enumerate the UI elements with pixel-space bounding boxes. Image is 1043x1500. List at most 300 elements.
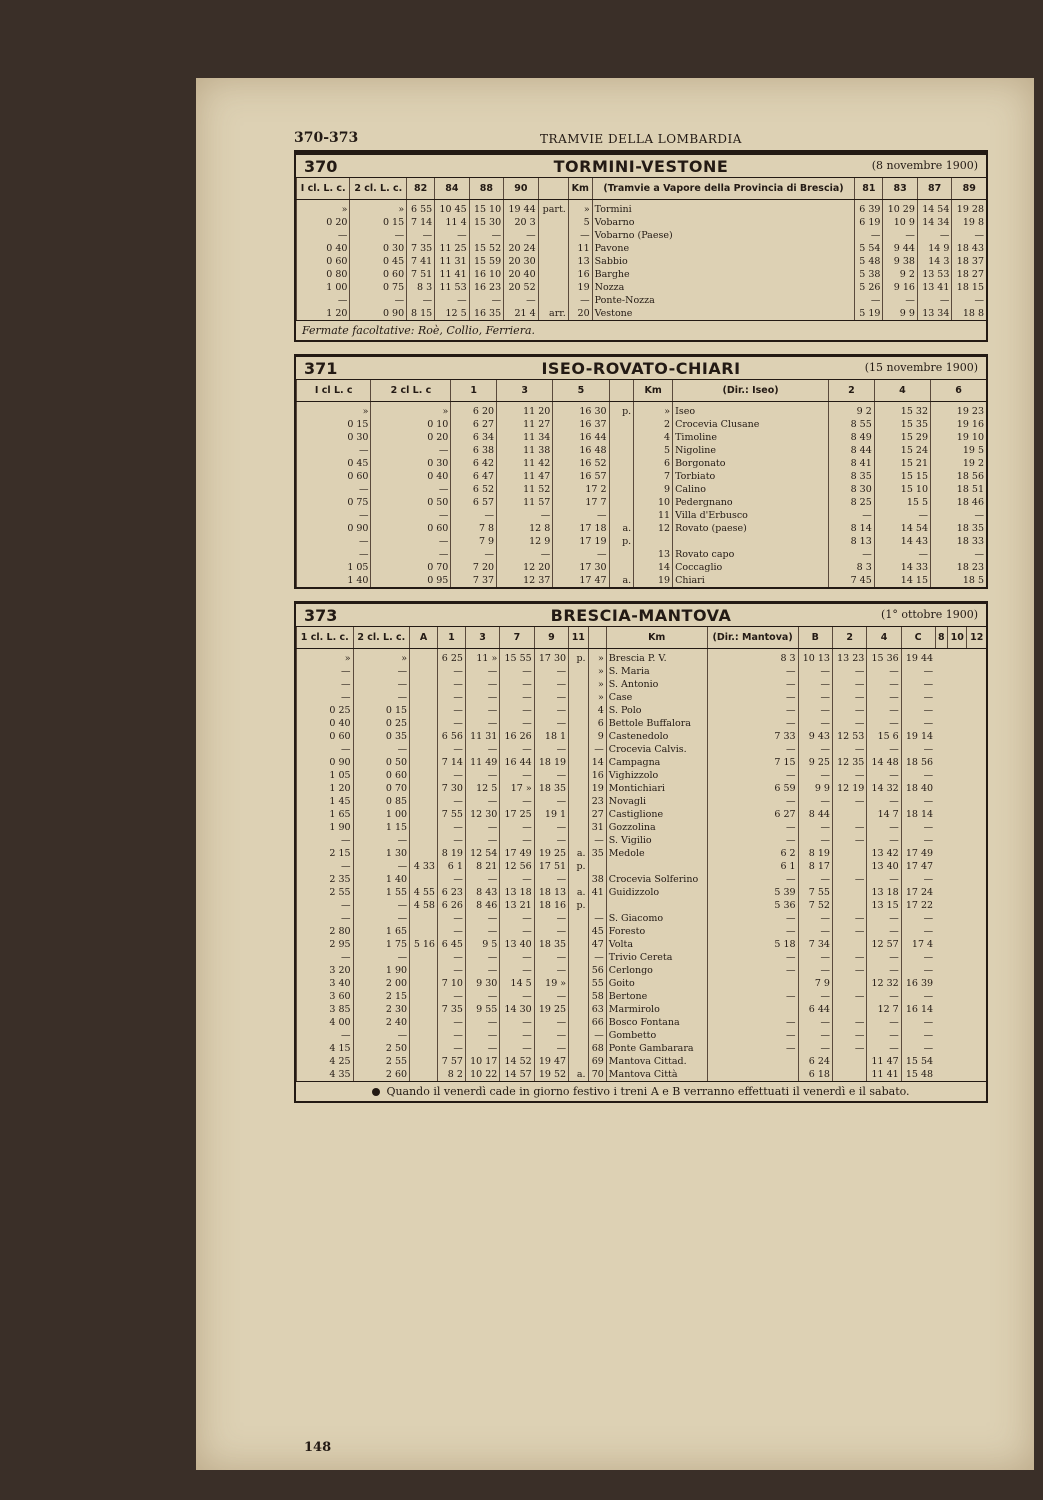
table-cell	[410, 990, 438, 1003]
table-cell: 2 55	[353, 1055, 410, 1068]
table-cell	[569, 730, 588, 743]
table-cell	[410, 756, 438, 769]
table-cell: 14 32	[867, 782, 901, 795]
table-cell: 18 19	[534, 756, 568, 769]
table-cell: 6 1	[707, 860, 798, 873]
table-cell: —	[867, 717, 901, 730]
table-cell: 6 38	[451, 444, 497, 457]
column-header: (Tramvie a Vapore della Provincia di Brescia)	[592, 178, 855, 200]
table-cell: —	[707, 769, 798, 782]
table-cell: —	[451, 509, 497, 522]
table-cell: 0 95	[371, 574, 451, 587]
table-cell: 12 32	[867, 977, 901, 990]
table-cell: 19 8	[952, 216, 986, 229]
table-cell: 0 45	[297, 457, 371, 470]
table-cell: 20 3	[504, 216, 539, 229]
table-cell: —	[707, 951, 798, 964]
table-cell: 8 55	[829, 418, 875, 431]
column-header	[609, 380, 634, 402]
table-cell: 17 49	[500, 847, 534, 860]
table-cell: p.	[569, 649, 588, 666]
column-header: 87	[917, 178, 952, 200]
table-cell	[569, 795, 588, 808]
table-cell: 14 3	[917, 255, 952, 268]
table-cell: —	[798, 704, 832, 717]
station-cell: Bosco Fontana	[606, 1016, 707, 1029]
table-cell	[410, 912, 438, 925]
table-cell	[609, 496, 634, 509]
table-cell: —	[500, 990, 534, 1003]
table-cell: 2 00	[353, 977, 410, 990]
table-cell: 11 31	[435, 255, 470, 268]
timetable-370	[296, 178, 986, 320]
table-cell: 14 54	[917, 200, 952, 217]
column-header: Km	[606, 627, 707, 649]
table-cell	[569, 1055, 588, 1068]
section-370	[294, 152, 988, 342]
table-cell: 14 52	[500, 1055, 534, 1068]
table-cell: —	[371, 509, 451, 522]
column-header: 1 cl. L. c.	[297, 627, 354, 649]
table-cell: 20 30	[504, 255, 539, 268]
table-cell: 10 13	[798, 649, 832, 666]
column-header: B	[798, 627, 832, 649]
table-cell: 38	[588, 873, 606, 886]
station-cell: Rovato (paese)	[673, 522, 829, 535]
station-cell: Trivio Cereta	[606, 951, 707, 964]
table-cell: 0 40	[371, 470, 451, 483]
table-cell: —	[867, 691, 901, 704]
table-cell: 6 44	[798, 1003, 832, 1016]
table-cell: 2 50	[353, 1042, 410, 1055]
station-cell: Ponte-Nozza	[592, 294, 855, 307]
table-cell: —	[707, 743, 798, 756]
table-cell: —	[952, 229, 986, 242]
page-number: 148	[304, 1440, 332, 1455]
table-cell: —	[500, 912, 534, 925]
table-cell: 19 28	[952, 200, 986, 217]
station-cell: Chiari	[673, 574, 829, 587]
table-cell: 20	[568, 307, 592, 320]
table-cell: 9 9	[883, 307, 918, 320]
table-cell: 0 60	[353, 769, 410, 782]
table-cell: —	[437, 704, 465, 717]
station-cell: Gozzolina	[606, 821, 707, 834]
table-cell: 11 38	[497, 444, 553, 457]
table-row	[297, 522, 987, 535]
table-cell: —	[437, 834, 465, 847]
table-cell: 19 23	[931, 402, 987, 419]
table-cell: 6 56	[437, 730, 465, 743]
table-cell	[569, 756, 588, 769]
table-cell: —	[798, 717, 832, 730]
table-cell: —	[798, 964, 832, 977]
table-cell: 9 38	[883, 255, 918, 268]
table-cell: 9 16	[883, 281, 918, 294]
table-cell	[609, 431, 634, 444]
table-cell: 19	[634, 574, 673, 587]
table-cell: 14	[588, 756, 606, 769]
table-cell: 0 50	[353, 756, 410, 769]
table-row	[297, 294, 987, 307]
table-cell: 18 33	[931, 535, 987, 548]
table-cell: 18 37	[952, 255, 986, 268]
table-cell: —	[901, 834, 935, 847]
table-cell: —	[437, 821, 465, 834]
table-cell: »	[588, 649, 606, 666]
table-cell: 7 14	[407, 216, 435, 229]
table-cell: —	[437, 795, 465, 808]
station-cell: Sabbio	[592, 255, 855, 268]
table-cell: 6 24	[798, 1055, 832, 1068]
table-cell	[410, 730, 438, 743]
table-cell: 0 10	[371, 418, 451, 431]
table-cell	[569, 873, 588, 886]
table-cell: 8 3	[707, 649, 798, 666]
table-cell: 4 33	[410, 860, 438, 873]
table-cell: »	[634, 402, 673, 419]
table-cell: 11 34	[497, 431, 553, 444]
table-row	[297, 691, 987, 704]
table-cell: —	[469, 294, 504, 307]
table-cell: 19 2	[931, 457, 987, 470]
table-cell: 17 18	[553, 522, 609, 535]
table-cell: 15 10	[874, 483, 930, 496]
table-cell: 0 50	[371, 496, 451, 509]
station-cell: S. Maria	[606, 665, 707, 678]
table-cell: 16 44	[500, 756, 534, 769]
column-header: 3	[465, 627, 499, 649]
table-cell: 13 18	[867, 886, 901, 899]
table-cell: —	[707, 1029, 798, 1042]
timetable-373	[296, 627, 986, 1081]
table-cell: —	[901, 665, 935, 678]
table-cell	[538, 255, 568, 268]
table-cell: 14 9	[917, 242, 952, 255]
table-cell: 18 43	[952, 242, 986, 255]
table-cell	[569, 769, 588, 782]
table-cell: 7 37	[451, 574, 497, 587]
station-cell: Cerlongo	[606, 964, 707, 977]
table-cell: 15 15	[874, 470, 930, 483]
table-cell: 15 6	[867, 730, 901, 743]
table-cell: 6 39	[855, 200, 883, 217]
table-cell: 13	[634, 548, 673, 561]
table-cell: 11 31	[465, 730, 499, 743]
table-cell: 15 36	[867, 649, 901, 666]
table-row	[297, 574, 987, 587]
table-cell: 16 57	[553, 470, 609, 483]
table-cell: —	[588, 912, 606, 925]
table-cell: 2 15	[353, 990, 410, 1003]
table-cell: 8 41	[829, 457, 875, 470]
table-cell: 17 47	[553, 574, 609, 587]
table-cell: 0 85	[353, 795, 410, 808]
table-cell	[832, 977, 866, 990]
section-371	[294, 354, 988, 589]
table-cell: 2 80	[297, 925, 354, 938]
table-cell: 1 30	[353, 847, 410, 860]
table-cell: —	[798, 678, 832, 691]
section-number: 373	[304, 606, 338, 625]
table-cell: 12 53	[832, 730, 866, 743]
column-header: 2 cl. L. c.	[350, 178, 407, 200]
table-cell: 11 42	[497, 457, 553, 470]
table-cell: —	[353, 1029, 410, 1042]
table-cell: —	[297, 548, 371, 561]
table-cell: 15 55	[500, 649, 534, 666]
table-cell: —	[901, 964, 935, 977]
table-cell: 4 00	[297, 1016, 354, 1029]
table-cell: 6 23	[437, 886, 465, 899]
table-row	[297, 1068, 987, 1081]
table-cell: —	[867, 925, 901, 938]
table-cell	[609, 483, 634, 496]
bullet-icon	[372, 1088, 380, 1096]
column-header: Km	[568, 178, 592, 200]
table-cell: —	[371, 548, 451, 561]
table-cell	[569, 990, 588, 1003]
table-cell: —	[867, 951, 901, 964]
table-cell: 13 40	[867, 860, 901, 873]
table-row	[297, 307, 987, 320]
table-cell: —	[437, 1029, 465, 1042]
table-cell: 0 60	[297, 255, 350, 268]
station-cell: Iseo	[673, 402, 829, 419]
table-cell: —	[855, 229, 883, 242]
table-cell: 4	[588, 704, 606, 717]
table-cell: 4 35	[297, 1068, 354, 1081]
table-cell: 8 19	[437, 847, 465, 860]
table-cell: —	[553, 509, 609, 522]
table-cell: —	[832, 912, 866, 925]
table-cell: 0 60	[350, 268, 407, 281]
table-row	[297, 1003, 987, 1016]
table-cell: 17 49	[901, 847, 935, 860]
table-cell: 15 59	[469, 255, 504, 268]
column-header: 11	[569, 627, 588, 649]
table-row	[297, 990, 987, 1003]
table-cell: —	[832, 717, 866, 730]
table-cell: 2 95	[297, 938, 354, 951]
table-row	[297, 444, 987, 457]
table-cell: —	[465, 717, 499, 730]
table-cell: 41	[588, 886, 606, 899]
table-cell: —	[568, 229, 592, 242]
table-row	[297, 977, 987, 990]
station-cell: Brescia P. V.	[606, 649, 707, 666]
table-cell: 0 60	[297, 730, 354, 743]
table-cell: —	[867, 873, 901, 886]
table-cell: —	[534, 704, 568, 717]
table-cell: 9 2	[883, 268, 918, 281]
table-cell: —	[534, 665, 568, 678]
column-header: 82	[407, 178, 435, 200]
table-cell: 9 25	[798, 756, 832, 769]
station-cell: Coccaglio	[673, 561, 829, 574]
table-cell: —	[500, 951, 534, 964]
table-cell: 0 30	[297, 431, 371, 444]
table-cell: —	[465, 990, 499, 1003]
table-cell	[569, 821, 588, 834]
table-cell: —	[867, 678, 901, 691]
table-cell: —	[568, 294, 592, 307]
table-cell: —	[297, 294, 350, 307]
table-cell: 12 35	[832, 756, 866, 769]
table-cell: —	[798, 795, 832, 808]
table-cell: —	[465, 964, 499, 977]
table-cell: 5 16	[410, 938, 438, 951]
table-cell	[569, 691, 588, 704]
table-cell: 8 17	[798, 860, 832, 873]
table-cell: —	[832, 665, 866, 678]
table-cell: —	[832, 834, 866, 847]
table-row	[297, 925, 987, 938]
table-cell	[569, 1016, 588, 1029]
table-cell: 8 49	[829, 431, 875, 444]
table-cell: 11 27	[497, 418, 553, 431]
table-cell: 19 44	[901, 649, 935, 666]
table-cell: 12 30	[465, 808, 499, 821]
table-cell: 0 15	[350, 216, 407, 229]
table-row	[297, 229, 987, 242]
table-cell: 0 45	[350, 255, 407, 268]
table-cell: 18 46	[931, 496, 987, 509]
table-cell: 6 34	[451, 431, 497, 444]
table-cell	[538, 229, 568, 242]
table-cell: 18 40	[901, 782, 935, 795]
table-row	[297, 704, 987, 717]
table-cell: 0 20	[297, 216, 350, 229]
table-cell: 11 4	[435, 216, 470, 229]
table-cell: 14 34	[917, 216, 952, 229]
table-cell	[538, 242, 568, 255]
table-cell: 16 39	[901, 977, 935, 990]
table-cell: 31	[588, 821, 606, 834]
table-cell: 5 54	[855, 242, 883, 255]
table-cell	[569, 704, 588, 717]
table-cell	[609, 470, 634, 483]
table-cell	[832, 1003, 866, 1016]
table-cell	[569, 938, 588, 951]
table-cell: »	[588, 691, 606, 704]
table-cell: 14 54	[874, 522, 930, 535]
table-cell: »	[353, 649, 410, 666]
table-cell: —	[867, 1029, 901, 1042]
table-row	[297, 717, 987, 730]
table-cell: 35	[588, 847, 606, 860]
table-cell: —	[437, 743, 465, 756]
table-row	[297, 242, 987, 255]
table-cell	[832, 1068, 866, 1081]
table-cell: —	[901, 925, 935, 938]
table-cell: 1 20	[297, 782, 354, 795]
table-cell: —	[901, 1042, 935, 1055]
table-cell: —	[867, 795, 901, 808]
table-row	[297, 470, 987, 483]
station-cell: Castenedolo	[606, 730, 707, 743]
table-cell: 18 27	[952, 268, 986, 281]
table-cell: 7	[634, 470, 673, 483]
table-cell: —	[353, 860, 410, 873]
table-cell: 0 40	[297, 242, 350, 255]
table-row	[297, 649, 987, 666]
column-header	[538, 178, 568, 200]
table-cell: —	[798, 951, 832, 964]
table-cell: —	[500, 821, 534, 834]
table-cell: 14 57	[500, 1068, 534, 1081]
table-cell: —	[901, 678, 935, 691]
station-cell: Vobarno (Paese)	[592, 229, 855, 242]
table-cell: 7 34	[798, 938, 832, 951]
table-cell: —	[353, 665, 410, 678]
table-cell	[410, 665, 438, 678]
table-cell: —	[901, 743, 935, 756]
column-header: Km	[634, 380, 673, 402]
table-cell: 17 24	[901, 886, 935, 899]
table-cell: 23	[588, 795, 606, 808]
table-cell: 7 20	[451, 561, 497, 574]
table-cell: 12 7	[867, 1003, 901, 1016]
table-cell: 11 41	[435, 268, 470, 281]
table-cell: —	[832, 795, 866, 808]
table-cell: 9 2	[829, 402, 875, 419]
table-cell: 16 35	[469, 307, 504, 320]
table-cell: 4 55	[410, 886, 438, 899]
table-cell: 0 60	[371, 522, 451, 535]
table-cell: —	[931, 548, 987, 561]
table-cell	[410, 834, 438, 847]
table-cell: 0 30	[371, 457, 451, 470]
table-cell: 0 70	[353, 782, 410, 795]
table-cell: —	[534, 925, 568, 938]
table-cell: —	[437, 1042, 465, 1055]
table-cell: 7 35	[437, 1003, 465, 1016]
section-373-title-bar	[296, 601, 986, 627]
table-cell: 14	[634, 561, 673, 574]
table-cell: —	[798, 912, 832, 925]
table-cell: p.	[609, 402, 634, 419]
table-cell: 47	[588, 938, 606, 951]
table-cell: —	[867, 834, 901, 847]
table-row	[297, 535, 987, 548]
table-cell: 16 30	[553, 402, 609, 419]
table-cell: 2	[634, 418, 673, 431]
table-cell: —	[883, 229, 918, 242]
table-cell: 7 55	[437, 808, 465, 821]
table-cell: —	[798, 743, 832, 756]
table-cell: 3 40	[297, 977, 354, 990]
table-cell: —	[465, 769, 499, 782]
table-cell: —	[832, 951, 866, 964]
table-cell: —	[500, 795, 534, 808]
table-cell: —	[504, 229, 539, 242]
table-cell: 10 45	[435, 200, 470, 217]
table-cell: —	[465, 834, 499, 847]
table-cell: —	[917, 229, 952, 242]
table-row	[297, 1016, 987, 1029]
table-cell: —	[534, 964, 568, 977]
table-cell: »	[588, 678, 606, 691]
table-cell: a.	[569, 886, 588, 899]
table-cell: —	[534, 717, 568, 730]
table-cell: —	[832, 769, 866, 782]
table-cell: —	[297, 483, 371, 496]
table-cell: 12 19	[832, 782, 866, 795]
table-cell: 12 57	[867, 938, 901, 951]
table-cell: 18 14	[901, 808, 935, 821]
table-cell: 19 44	[504, 200, 539, 217]
